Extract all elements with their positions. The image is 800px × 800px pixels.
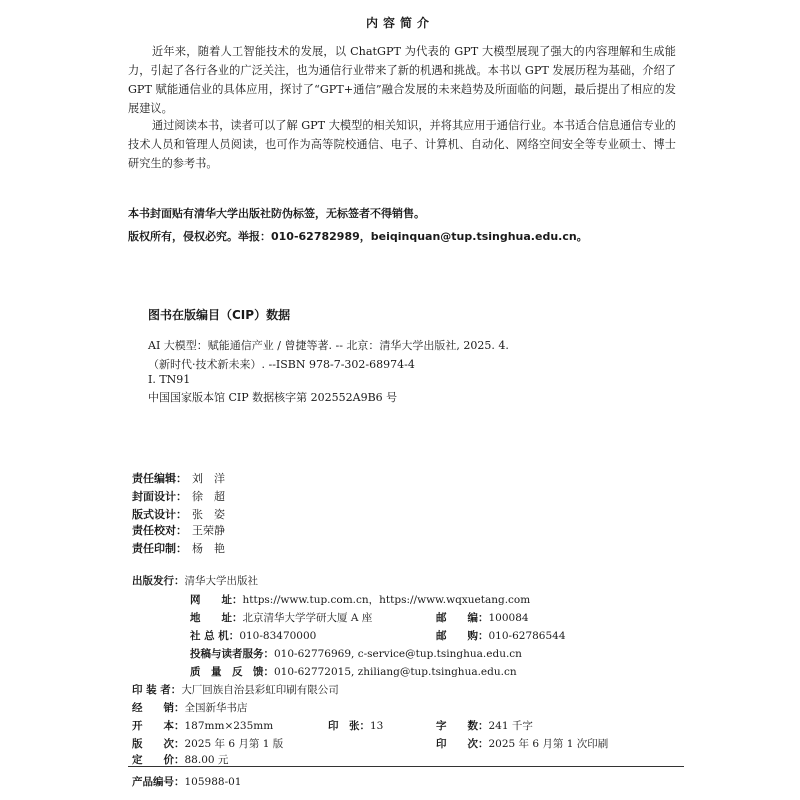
staff-label: 版式设计： — [132, 508, 187, 521]
quality-feedback-row — [190, 664, 517, 679]
edition-row — [132, 736, 283, 751]
address-value: 北京清华大学学研大厦 A 座 — [242, 612, 373, 624]
sheets-value: 13 — [370, 720, 384, 732]
format-row — [132, 718, 273, 733]
product-number-label: 产品编号： — [132, 776, 185, 788]
website-label: 网 址： — [190, 594, 243, 606]
publisher-name: 清华大学出版社 — [184, 575, 258, 587]
printer-value: 大厂回族自治县彩虹印刷有限公司 — [181, 684, 339, 696]
cip-line-1: AI 大模型：赋能通信产业 / 曾捷等著. -- 北京：清华大学出版社, 2025. 4. — [148, 339, 509, 352]
edition-label: 版 次： — [132, 738, 185, 750]
switchboard-label: 社 总 机： — [190, 630, 240, 642]
quality-feedback-label: 质 量 反 馈： — [190, 666, 274, 678]
intro-paragraph-2: 通过阅读本书，读者可以了解 GPT 大模型的相关知识，并将其应用于通信行业。本书适合信息通信专业的技术人员和管理人员阅读，也可作为高等院校通信、电子、计算机、自动化、网络空间安全等专业硕士、博士研究生的参考书。 — [128, 119, 676, 170]
words-value: 241 千字 — [488, 720, 533, 732]
staff-value: 杨 艳 — [192, 542, 225, 555]
copyright-notice: 版权所有，侵权必究。举报：010-62782989，beiqinquan@tup.tsinghua.edu.cn。 — [128, 230, 588, 243]
mail-order-label: 邮 购： — [436, 630, 489, 642]
cip-line-3: Ⅰ. TN91 — [148, 373, 191, 386]
printing-label: 印 次： — [436, 738, 489, 750]
divider-line — [128, 766, 684, 767]
mail-order-value: 010-62786544 — [488, 630, 566, 642]
words-row — [436, 718, 533, 733]
price-value: 88.00 元 — [184, 754, 229, 766]
publisher-label: 出版发行： — [132, 575, 185, 587]
staff-label: 责任编辑： — [132, 472, 187, 485]
page-title: 内容简介 — [365, 16, 434, 30]
website-value: https://www.tup.com.cn，https://www.wqxuetang.com — [242, 594, 531, 606]
sheets-label: 印 张： — [328, 720, 370, 732]
reader-service-row — [190, 646, 522, 661]
sheets-row — [328, 718, 383, 733]
staff-value: 王荣静 — [192, 524, 225, 537]
postcode-label: 邮 编： — [436, 612, 489, 624]
cip-heading: 图书在版编目（CIP）数据 — [148, 308, 291, 322]
distributor-label: 经 销： — [132, 702, 185, 714]
staff-label: 责任校对： — [132, 524, 187, 537]
postcode-row — [436, 610, 529, 625]
product-number-value: 105988-01 — [184, 776, 242, 788]
price-label: 定 价： — [132, 754, 185, 766]
quality-feedback-value: 010-62772015, zhiliang@tup.tsinghua.edu.cn — [274, 666, 517, 678]
edition-value: 2025 年 6 月第 1 版 — [184, 738, 284, 750]
printing-value: 2025 年 6 月第 1 次印刷 — [488, 738, 609, 750]
staff-value: 张 姿 — [192, 508, 225, 521]
reader-service-label: 投稿与读者服务： — [190, 648, 274, 660]
price-row — [132, 752, 228, 767]
printing-row — [436, 736, 608, 751]
printer-row — [132, 682, 339, 697]
mail-order-row — [436, 628, 566, 643]
staff-value: 刘 洋 — [192, 472, 225, 485]
postcode-value: 100084 — [488, 612, 529, 624]
staff-value: 徐 超 — [192, 490, 225, 503]
product-number-row — [132, 774, 242, 789]
printer-label: 印 装 者： — [132, 684, 182, 696]
staff-row-layout — [132, 506, 225, 522]
cip-line-4: 中国国家版本馆 CIP 数据核字第 202552A9B6 号 — [148, 391, 398, 404]
publisher-row — [132, 573, 258, 588]
distributor-value: 全国新华书店 — [184, 702, 248, 714]
words-label: 字 数： — [436, 720, 489, 732]
cip-line-2: （新时代·技术新未来）. --ISBN 978-7-302-68974-4 — [148, 358, 415, 371]
switchboard-row — [190, 628, 316, 643]
website-row — [190, 592, 530, 607]
reader-service-value: 010-62776969, c-service@tup.tsinghua.edu.cn — [274, 648, 522, 660]
address-label: 地 址： — [190, 612, 243, 624]
intro-paragraph-1: 近年来，随着人工智能技术的发展，以 ChatGPT 为代表的 GPT 大模型展现了强大的内容理解和生成能力，引起了各行各业的广泛关注，也为通信行业带来了新的机遇和挑战。本书以 GPT 发展历程为基础，介绍了 GPT 赋能通信业的具体应用，探讨了“GPT+通信”融合发展的未来趋势及所面临的问题，最后提出了相应的发展建议。 — [128, 45, 676, 115]
staff-row-cover — [132, 488, 225, 504]
staff-label: 封面设计： — [132, 490, 187, 503]
distributor-row — [132, 700, 248, 715]
staff-label: 责任印制： — [132, 542, 187, 555]
format-value: 187mm×235mm — [184, 720, 274, 732]
address-row — [190, 610, 372, 625]
staff-row-proofreader — [132, 522, 225, 538]
format-label: 开 本： — [132, 720, 185, 732]
staff-row-editor — [132, 470, 225, 486]
anti-counterfeit-notice: 本书封面贴有清华大学出版社防伪标签，无标签者不得销售。 — [128, 207, 425, 220]
staff-row-printing — [132, 540, 225, 556]
switchboard-value: 010-83470000 — [239, 630, 317, 642]
